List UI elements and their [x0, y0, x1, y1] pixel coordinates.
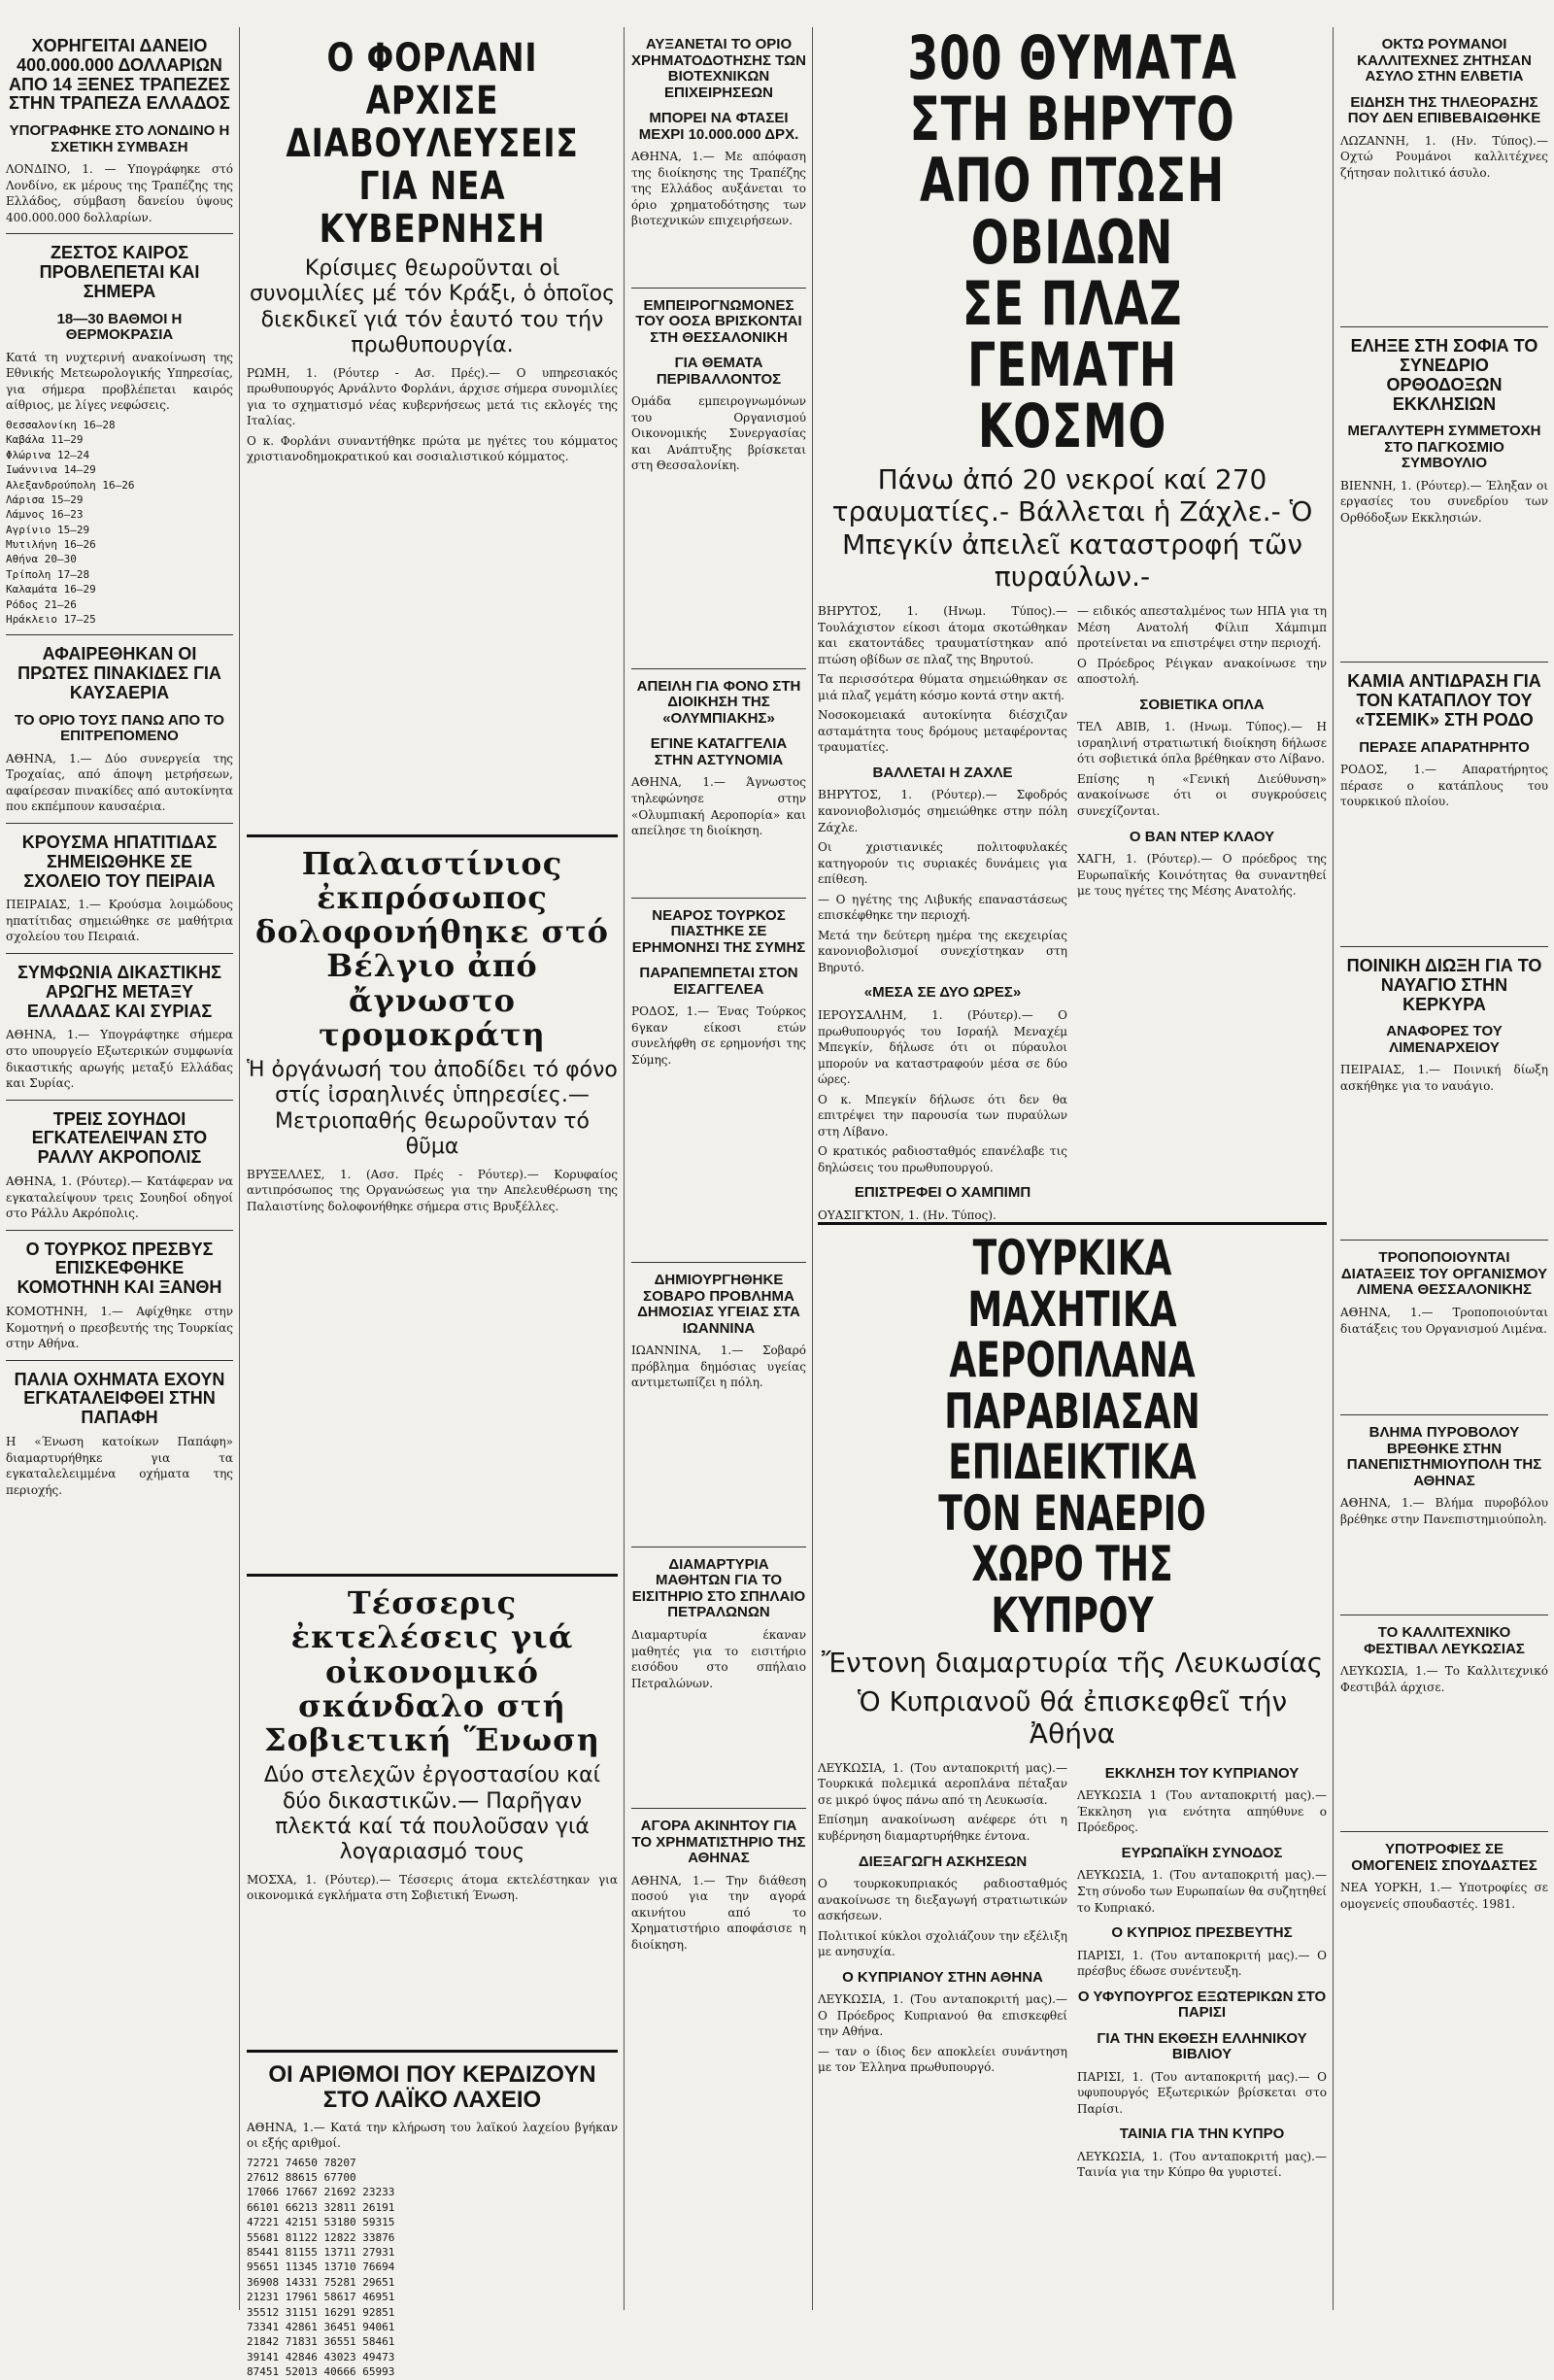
divider	[631, 668, 806, 669]
temperature-row: Αγρίνιο 15—29	[6, 523, 90, 536]
article-text: Ο τουρκοκυπριακός ραδιοσταθμός ανακοίνωσε τη διεξαγωγή στρατιωτικών ασκήσεων.	[818, 1877, 1067, 1923]
article-text: ΡΟΔΟΣ, 1.— Απαρατήρητος πέρασε ο κατάπλους του τουρκικού πλοίου.	[1340, 763, 1548, 809]
article-text: ΒΗΡΥΤΟΣ, 1. (Ρόυτερ).— Σφοδρός κανονιοβολισμός σημειώθηκε στην πόλη Ζάχλε.	[818, 788, 1067, 834]
headline: Παλαιστίνιος ἐκπρόσωπος δολοφονήθηκε στό Βέλγιο ἀπό ἄγνωστο τρομοκράτη	[255, 844, 609, 1053]
article-text: ΠΑΡΙΣΙ, 1. (Του ανταποκριτή μας).— Ο υφυπουργός Εξωτερικών βρίσκεται στο Παρίσι.	[1077, 2069, 1327, 2116]
deck: Δύο στελεχῶν ἐργοστασίου καί δύο δικαστικῶν.— Παρῆγαν πλεκτά καί τά πουλοῦσαν γιά λογαριασμό τους	[263, 1763, 601, 1865]
headline: ΥΠΟΤΡΟΦΙΕΣ ΣΕ ΟΜΟΓΕΝΕΙΣ ΣΠΟΥΔΑΣΤΕΣ	[1351, 1841, 1537, 1874]
headline: ΟΙ ΑΡΙΘΜΟΙ ΠΟΥ ΚΕΡΔΙΖΟΥΝ ΣΤΟ ΛΑΪΚΟ ΛΑΧΕΙΟ	[268, 2060, 596, 2114]
subheadline: ΕΓΙΝΕ ΚΑΤΑΓΓΕΛΙΑ ΣΤΗΝ ΑΣΤΥΝΟΜΙΑ	[650, 735, 788, 768]
subheadline: ΠΑΡΑΠΕΜΠΕΤΑΙ ΣΤΟΝ ΕΙΣΑΓΓΕΛΕΑ	[639, 965, 798, 998]
section-subhead: Ο ΚΥΠΡΙΟΣ ΠΡΕΣΒΕΥΤΗΣ	[1111, 1924, 1293, 1942]
column-rule	[1333, 27, 1334, 2310]
headline: ΚΑΜΙΑ ΑΝΤΙΔΡΑΣΗ ΓΙΑ ΤΟΝ ΚΑΤΑΠΛΟΥ ΤΟΥ «ΤΣΕΜΙΚ» ΣΤΗ ΡΟΔΟ	[1347, 671, 1541, 731]
divider	[1340, 1240, 1548, 1241]
article-text: ΛΕΥΚΩΣΙΑ, 1. (Του ανταποκριτή μας).— Ταινία για την Κύπρο θα γυριστεί.	[1077, 2149, 1327, 2180]
headline: ΝΕΑΡΟΣ ΤΟΥΡΚΟΣ ΠΙΑΣΤΗΚΕ ΣΕ ΕΡΗΜΟΝΗΣΙ ΤΗΣ ΣΥΜΗΣ	[631, 906, 806, 956]
article-text: ΑΘΗΝΑ, 1. (Ρόυτερ).— Κατάφεραν να εγκαταλείψουν τρεις Σουηδοί οδηγοί στο Ράλλυ Ακρόπολις.	[6, 1174, 233, 1221]
temperature-row: Καβάλα 11—29	[6, 433, 84, 447]
article-text: ΑΘΗΝΑ, 1.— Την διάθεση ποσού για την αγορά ακινήτου από το Χρηματιστήριο αποφάσισε η διοίκηση.	[631, 1873, 806, 1952]
temperature-row: Ηράκλειο 17—25	[6, 613, 96, 627]
headline: Ο ΤΟΥΡΚΟΣ ΠΡΕΣΒΥΣ ΕΠΙΣΚΕΦΘΗΚΕ ΚΟΜΟΤΗΝΗ ΚΑΙ ΞΑΝΘΗ	[17, 1239, 222, 1298]
lead-headline-line: ΣΕ ΠΛΑΖ ΓΕΜΑΤΗ ΚΟΣΜΟ	[962, 267, 1183, 462]
article-text: ΠΑΡΙΣΙ, 1. (Του ανταποκριτή μας).— Ο πρέσβυς έδωσε συνέντευξη.	[1077, 1948, 1327, 1979]
article-text: Νοσοκομειακά αυτοκίνητα διέσχιζαν ασταμάτητα τους δρόμους μεταφέροντας τραυματίες.	[818, 708, 1067, 755]
divider	[631, 1808, 806, 1809]
lead-body	[818, 599, 1327, 1227]
divider	[247, 834, 618, 837]
lottery-numbers	[247, 2156, 618, 2380]
headline: ΔΙΑΜΑΡΤΥΡΙΑ ΜΑΘΗΤΩΝ ΓΙΑ ΤΟ ΕΙΣΙΤΗΡΙΟ ΣΤΟ ΣΠΗΛΑΙΟ ΠΕΤΡΑΛΩΝΩΝ	[631, 1555, 806, 1621]
lottery-row: 35512 31151 16291 92851	[247, 2305, 395, 2319]
subheadline: ΜΠΟΡΕΙ ΝΑ ΦΤΑΣΕΙ ΜΕΧΡΙ 10.000.000 ΔΡΧ.	[638, 110, 799, 143]
article-text: ΠΕΙΡΑΙΑΣ, 1.— Κρούσμα λοιμώδους ηπατίτιδας σημειώθηκε σε μαθήτρια σχολείου του Πειραιά.	[6, 898, 233, 944]
divider	[6, 233, 233, 234]
headline: ΚΡΟΥΣΜΑ ΗΠΑΤΙΤΙΔΑΣ ΣΗΜΕΙΩΘΗΚΕ ΣΕ ΣΧΟΛΕΙΟ ΤΟΥ ΠΕΙΡΑΙΑ	[21, 833, 218, 891]
headline: ΤΟ ΚΑΛΛΙΤΕΧΝΙΚΟ ΦΕΣΤΙΒΑΛ ΛΕΥΚΩΣΙΑΣ	[1364, 1624, 1525, 1657]
article-text: Κατά τη νυχτερινή ανακοίνωση της Εθνικής Μετεωρολογικής Υπηρεσίας, για σήμερα προβλέπεται καιρός αίθριος, με λίγες νεφώσεις.	[6, 350, 233, 413]
section-subhead: «ΜΕΣΑ ΣΕ ΔΥΟ ΩΡΕΣ»	[863, 984, 1022, 1002]
article-text: ΛΕΥΚΩΣΙΑ 1 (Του ανταποκριτή μας).— Έκκληση για ενότητα απηύθυνε ο Πρόεδρος.	[1077, 1788, 1327, 1835]
subheadline: ΓΙΑ ΘΕΜΑΤΑ ΠΕΡΙΒΑΛΛΟΝΤΟΣ	[656, 355, 782, 388]
section-subhead: ΕΚΚΛΗΣΗ ΤΟΥ ΚΥΠΡΙΑΝΟΥ	[1104, 1764, 1300, 1782]
article-text: Επίσης η «Γενική Διεύθυνση» ανακοίνωσε ότι οι συγκρούσεις συνεχίζονται.	[1077, 771, 1327, 818]
column-rule	[239, 27, 240, 2310]
subheadline: ΑΝΑΦΟΡΕΣ ΤΟΥ ΛΙΜΕΝΑΡΧΕΙΟΥ	[1386, 1023, 1503, 1056]
temperature-row: Αθήνα 20—30	[6, 553, 77, 566]
deck: Κρίσιμες θεωροῦνται οἱ συνομιλίες μέ τόν Κράξι, ὁ ὁποῖος διεκδικεῖ γιά τόν ἑαυτό του τήν πρωθυπουργία.	[249, 256, 616, 358]
divider	[6, 823, 233, 824]
article-text: — ειδικός απεσταλμένος των ΗΠΑ για τη Μέση Ανατολή Φίλιπ Χάμπιμπ προτείνεται να επιστρέψει στην περιοχή.	[1077, 604, 1327, 651]
headline: ΕΛΗΞΕ ΣΤΗ ΣΟΦΙΑ ΤΟ ΣΥΝΕΔΡΙΟ ΟΡΘΟΔΟΞΩΝ ΕΚΚΛΗΣΙΩΝ	[1350, 336, 1538, 414]
lead-column-left	[818, 599, 1067, 1227]
column-6	[1340, 27, 1548, 2320]
article-text: ΑΘΗΝΑ, 1.— Υπογράφτηκε σήμερα στο υπουργείο Εξωτερικών συμφωνία δικαστικής αρωγής μεταξύ Ελλάδας και Συρίας.	[6, 1028, 233, 1091]
temperature-row: Λάμνος 16—23	[6, 508, 84, 522]
temperature-row: Καλαμάτα 16—29	[6, 583, 96, 596]
column-rule	[812, 27, 813, 2310]
column-2	[247, 27, 618, 2379]
lottery-row: 21842 71831 36551 58461	[247, 2335, 395, 2349]
headline: ΤΡΟΠΟΠΟΙΟΥΝΤΑΙ ΔΙΑΤΑΞΕΙΣ ΤΟΥ ΟΡΓΑΝΙΣΜΟΥ ΛΙΜΕΝΑ ΘΕΣΣΑΛΟΝΙΚΗΣ	[1340, 1249, 1548, 1299]
lottery-row: 55681 81122 12822 33876	[247, 2230, 395, 2244]
subheadline: 18—30 ΒΑΘΜΟΙ Η ΘΕΡΜΟΚΡΑΣΙΑ	[56, 310, 183, 344]
temperature-row: Ρόδος 21—26	[6, 597, 77, 611]
article-text: ΙΩΑΝΝΙΝΑ, 1.— Σοβαρό πρόβλημα δημόσιας υγείας αντιμετωπίζει η πόλη.	[631, 1343, 806, 1390]
article-text: ΧΑΓΗ, 1. (Ρόυτερ).— Ο πρόεδρος της Ευρωπαϊκής Κοινότητας θα συναντηθεί με τους ηγέτες της Μέσης Ανατολής.	[1077, 852, 1327, 899]
headline: ΧΟΡΗΓΕΙΤΑΙ ΔΑΝΕΙΟ 400.000.000 ΔΟΛΛΑΡΙΩΝ ΑΠΟ 14 ΞΕΝΕΣ ΤΡΑΠΕΖΕΣ ΣΤΗΝ ΤΡΑΠΕΖΑ ΕΛΛΑΔΟΣ	[9, 36, 230, 114]
article-text: ΡΟΔΟΣ, 1.— Ένας Τούρκος 6γκαν είκοσι ετών συνελήφθη σε ερημονήσι της Σύμης.	[631, 1004, 806, 1067]
temperature-row: Μυτιλήνη 16—26	[6, 538, 96, 552]
temperature-list	[6, 418, 233, 627]
article-text: ΟΥΑΣΙΓΚΤΟΝ, 1. (Ην. Τύπος).	[818, 1207, 997, 1222]
headline: Τέσσερις ἐκτελέσεις γιά οἰκονομικό σκάνδαλο στή Σοβιετική Ἕνωση	[264, 1584, 600, 1758]
cyprus-headline-line: ΠΑΡΑΒΙΑΣΑΝ ΕΠΙΔΕΙΚΤΙΚΑ	[944, 1382, 1200, 1490]
article-text: Επίσημη ανακοίνωση ανέφερε ότι η κυβέρνηση διαμαρτυρήθηκε έντονα.	[818, 1813, 1067, 1843]
lead-story	[818, 22, 1327, 1222]
section-subhead: ΒΑΛΛΕΤΑΙ Η ΖΑΧΛΕ	[872, 764, 1013, 781]
section-subhead: Ο ΒΑΝ ΝΤΕΡ ΚΛΑΟΥ	[1129, 828, 1275, 845]
article-text: ΒΗΡΥΤΟΣ, 1. (Ηνωμ. Τύπος).— Τουλάχιστον είκοσι άτομα σκοτώθηκαν και εκατοντάδες τραυματίστηκαν από πτώση οβίδων σε πλαζ της Βηρυτού.	[818, 604, 1067, 666]
lead-headline-line: 300 ΘΥΜΑΤΑ ΣΤΗ ΒΗΡΥΤΟ	[907, 22, 1237, 155]
lead-column-right	[1077, 599, 1327, 1227]
cyprus-story	[818, 1214, 1327, 2320]
divider	[631, 1262, 806, 1263]
headline: ΤΡΕΙΣ ΣΟΥΗΔΟΙ ΕΓΚΑΤΕΛΕΙΨΑΝ ΣΤΟ ΡΑΛΛΥ ΑΚΡΟΠΟΛΙΣ	[31, 1108, 208, 1168]
lottery-row: 36908 14331 75281 29651	[247, 2275, 395, 2289]
article-text: Μετά την δεύτερη ημέρα της εκεχειρίας κανονιοβολισμοί συνεχίστηκαν στη Βηρυτό.	[818, 928, 1067, 974]
divider	[818, 1222, 1327, 1225]
temperature-row: Φλώρινα 12—24	[6, 448, 90, 461]
divider	[6, 1100, 233, 1101]
article-text: ΑΘΗΝΑ, 1.— Κατά την κλήρωση του λαϊκού λαχείου βγήκαν οι εξής αριθμοί.	[247, 2120, 618, 2151]
article-text: Ο κρατικός ραδιοσταθμός επανέλαβε τις δηλώσεις του πρωθυπουργού.	[818, 1144, 1067, 1174]
lottery-row: 95651 11345 13710 76694	[247, 2261, 395, 2274]
article-text: — Ο ηγέτης της Λιβυκής επαναστάσεως επισκέφθηκε την περιοχή.	[818, 892, 1067, 923]
section-subhead: ΕΠΙΣΤΡΕΦΕΙ Ο ΧΑΜΠΙΜΠ	[854, 1184, 1031, 1202]
article-text: ΑΘΗΝΑ, 1.— Τροποποιούνται διατάξεις του Οργανισμού Λιμένα.	[1340, 1305, 1548, 1336]
subheadline: ΤΟ ΟΡΙΟ ΤΟΥΣ ΠΑΝΩ ΑΠΟ ΤΟ ΕΠΙΤΡΕΠΟΜΕΝΟ	[15, 711, 224, 745]
article-text: Ο κ. Μπεγκίν δήλωσε ότι δεν θα επιτρέψει την παρουσία των πυραύλων στη Λίβανο.	[818, 1092, 1067, 1139]
divider	[1340, 662, 1548, 663]
article-text: ΛΕΥΚΩΣΙΑ, 1. (Του ανταποκριτή μας).— Στη σύνοδο των Ευρωπαίων θα συζητηθεί το Κυπριακό.	[1077, 1868, 1327, 1915]
lottery-row: 27612 88615 67700	[247, 2171, 356, 2185]
section-subhead: ΣΟΒΙΕΤΙΚΑ ΟΠΛΑ	[1139, 696, 1265, 713]
temperature-row: Αλεξανδρούπολη 16—26	[6, 478, 135, 492]
temperature-row: Τρίπολη 17—28	[6, 567, 90, 581]
divider	[1340, 1414, 1548, 1415]
lottery-row: 21231 17961 58617 46951	[247, 2291, 395, 2304]
headline: ΒΛΗΜΑ ΠΥΡΟΒΟΛΟΥ ΒΡΕΘΗΚΕ ΣΤΗΝ ΠΑΝΕΠΙΣΤΗΜΙΟΥΠΟΛΗ ΤΗΣ ΑΘΗΝΑΣ	[1346, 1424, 1542, 1489]
article-text: ΑΘΗΝΑ, 1.— Με απόφαση της διοίκησης της Τραπέζης της Ελλάδος αυξάνεται το όριο χρηματοδότησης των βιοτεχνικών επιχειρήσεων.	[631, 150, 806, 228]
section-subhead: ΕΥΡΩΠΑΪΚΗ ΣΥΝΟΔΟΣ	[1121, 1844, 1283, 1861]
divider	[6, 1230, 233, 1231]
article-text: ΠΕΙΡΑΙΑΣ, 1.— Ποινική δίωξη ασκήθηκε για το ναυάγιο.	[1340, 1063, 1548, 1093]
article-text: ΝΕΑ ΥΟΡΚΗ, 1.— Υποτροφίες σε ομογενείς σπουδαστές. 1981.	[1340, 1881, 1548, 1911]
article-text: ΙΕΡΟΥΣΑΛΗΜ, 1. (Ρόυτερ).— Ο πρωθυπουργός του Ισραήλ Μεναχέμ Μπεγκίν, δήλωσε ότι οι πύραυλοι μπορούν να καταστραφούν μέσα σε δύο ώρες.	[818, 1007, 1067, 1087]
article-text: Η «Ένωση κατοίκων Παπάφη» διαμαρτυρήθηκε για τα εγκαταλελειμμένα οχήματα της περιοχής.	[6, 1435, 233, 1497]
section-subhead: Ο ΚΥΠΡΙΑΝΟΥ ΣΤΗΝ ΑΘΗΝΑ	[842, 1968, 1043, 1986]
subheadline: ΕΙΔΗΣΗ ΤΗΣ ΤΗΛΕΟΡΑΣΗΣ ΠΟΥ ΔΕΝ ΕΠΙΒΕΒΑΙΩΘΗΚΕ	[1347, 93, 1541, 126]
temperature-row: Λάρισα 15—29	[6, 493, 84, 506]
article-text: ΛΕΥΚΩΣΙΑ, 1. (Του ανταποκριτή μας).— Ο Πρόεδρος Κυπριανού θα επισκεφθεί την Αθήνα.	[818, 1992, 1067, 2039]
article-text: ΜΟΣΧΑ, 1. (Ρόυτερ).— Τέσσερις άτομα εκτελέστηκαν για οικονομικά εγκλήματα στη Σοβιετική Ένωση.	[247, 1872, 618, 1903]
article-text: Ο Πρόεδρος Ρέιγκαν ανακοίνωσε την αποστολή.	[1077, 656, 1327, 687]
article-text: ΛΕΥΚΩΣΙΑ, 1. (Του ανταποκριτή μας).— Τουρκικά πολεμικά αεροπλάνα πέταξαν σε μικρό ύψος πάνω από τη Λευκωσία.	[818, 1760, 1067, 1807]
divider	[6, 634, 233, 635]
column-3	[631, 27, 806, 2320]
article-text: ΡΩΜΗ, 1. (Ρόυτερ - Ασ. Πρές).— Ο υπηρεσιακός πρωθυπουργός Αρνάλντο Φορλάνι, άρχισε σήμερα συνομιλίες για το σχηματισμό νέας κυβερνήσεως μετά τις εκλογές της Ιταλίας.	[247, 365, 618, 428]
lottery-row: 17066 17667 21692 23233	[247, 2186, 395, 2199]
lottery-row: 66101 66213 32811 26191	[247, 2200, 395, 2214]
column-rule	[624, 27, 625, 2310]
lottery-row: 85441 81155 13711 27931	[247, 2245, 395, 2259]
subheadline: ΠΕΡΑΣΕ ΑΠΑΡΑΤΗΡΗΤΟ	[1359, 738, 1530, 756]
cyprus-body	[818, 1756, 1327, 2185]
cyprus-column-right	[1077, 1756, 1327, 2185]
headline: ΖΕΣΤΟΣ ΚΑΙΡΟΣ ΠΡΟΒΛΕΠΕΤΑΙ ΚΑΙ ΣΗΜΕΡΑ	[39, 243, 200, 301]
divider	[247, 2050, 618, 2053]
article-text: Ομάδα εμπειρογνωμόνων του Οργανισμού Οικονομικής Συνεργασίας και Ανάπτυξης βρίσκεται στη Θεσσαλονίκη.	[631, 394, 806, 473]
lottery-row: 87451 52013 40666 65993	[247, 2365, 395, 2379]
cyprus-headline-line: ΤΟΝ ΕΝΑΕΡΙΟ ΧΩΡΟ ΤΗΣ ΚΥΠΡΟΥ	[938, 1484, 1206, 1644]
divider	[631, 898, 806, 899]
divider	[6, 1360, 233, 1361]
lottery-row: 39141 42846 43023 49473	[247, 2350, 395, 2363]
cyprus-column-left	[818, 1756, 1067, 2185]
article-text: ΛΕΥΚΩΣΙΑ, 1.— Το Καλλιτεχνικό Φεστιβάλ άρχισε.	[1340, 1664, 1548, 1694]
article-text: ΑΘΗΝΑ, 1.— Άγνωστος τηλεφώνησε στην «Ολυμπιακή Αεροπορία» και απείλησε τη διοίκηση.	[631, 775, 806, 838]
section-subhead: ΤΑΙΝΙΑ ΓΙΑ ΤΗΝ ΚΥΠΡΟ	[1119, 2125, 1285, 2143]
article-text: Διαμαρτυρία έκαναν μαθητές για το εισιτήριο εισόδου στο σπήλαιο Πετραλώνων.	[631, 1627, 806, 1690]
headline: ΣΥΜΦΩΝΙΑ ΔΙΚΑΣΤΙΚΗΣ ΑΡΩΓΗΣ ΜΕΤΑΞΥ ΕΛΛΑΔΑΣ ΚΑΙ ΣΥΡΙΑΣ	[17, 963, 221, 1021]
article-text: ΛΩΖΑΝΝΗ, 1. (Ην. Τύπος).— Οχτώ Ρουμάνοι καλλιτέχνες ζήτησαν πολιτικό άσυλο.	[1340, 133, 1548, 180]
headline: ΠΑΛΙΑ ΟΧΗΜΑΤΑ ΕΧΟΥΝ ΕΓΚΑΤΑΛΕΙΦΘΕΙ ΣΤΗΝ ΠΑΠΑΦΗ	[14, 1369, 225, 1428]
subheadline: ΥΠΟΓΡΑΦΗΚΕ ΣΤΟ ΛΟΝΔΙΝΟ Η ΣΧΕΤΙΚΗ ΣΥΜΒΑΣΗ	[9, 122, 230, 155]
divider	[631, 288, 806, 289]
article-text: ΑΘΗΝΑ, 1.— Βλήμα πυροβόλου βρέθηκε στην Πανεπιστημιούπολη.	[1340, 1496, 1548, 1526]
headline: ΟΚΤΩ ΡΟΥΜΑΝΟΙ ΚΑΛΛΙΤΕΧΝΕΣ ΖΗΤΗΣΑΝ ΑΣΥΛΟ ΣΤΗΝ ΕΛΒΕΤΙΑ	[1357, 36, 1532, 85]
headline: ΑΓΟΡΑ ΑΚΙΝΗΤΟΥ ΓΙΑ ΤΟ ΧΡΗΜΑΤΙΣΤΗΡΙΟ ΤΗΣ ΑΘΗΝΑΣ	[631, 1818, 806, 1867]
lottery-row: 47221 42151 53180 59315	[247, 2216, 395, 2229]
divider	[1340, 1831, 1548, 1832]
temperature-row: Θεσσαλονίκη 16—28	[6, 418, 116, 431]
cyprus-deck: Ἔντονη διαμαρτυρία τῆς Λευκωσίας	[821, 1647, 1324, 1679]
divider	[1340, 326, 1548, 327]
headline: ΔΗΜΙΟΥΡΓΗΘΗΚΕ ΣΟΒΑΡΟ ΠΡΟΒΛΗΜΑ ΔΗΜΟΣΙΑΣ ΥΓΕΙΑΣ ΣΤΑ ΙΩΑΝΝΙΝΑ	[637, 1272, 800, 1337]
column-1	[6, 27, 233, 2320]
cyprus-headline-line: ΤΟΥΡΚΙΚΑ ΜΑΧΗΤΙΚΑ ΑΕΡΟΠΛΑΝΑ	[949, 1230, 1196, 1388]
article-text: ΚΟΜΟΤΗΝΗ, 1.— Αφίχθηκε στην Κομοτηνή ο πρεσβευτής της Τουρκίας στην Αθήνα.	[6, 1305, 233, 1351]
article-text: ΑΘΗΝΑ, 1.— Δύο συνεργεία της Τροχαίας, από άποψη μετρήσεων, αφαίρεσαν πινακίδες από αυτοκίνητα που εκπέμπουν καυσαέρια.	[6, 751, 233, 814]
temperature-row: Ιωάννινα 14—29	[6, 463, 96, 477]
article-text: ΤΕΛ ΑΒΙΒ, 1. (Ηνωμ. Τύπος).— Η ισραηλινή στρατιωτική διοίκηση δήλωσε ότι σοβιετικά όπλα βρέθηκαν στο Λίβανο.	[1077, 720, 1327, 766]
lead-deck: Πάνω ἀπό 20 νεκροί καί 270 τραυματίες.- Βάλλεται ἡ Ζάχλε.- Ὁ Μπεγκίν ἀπειλεῖ καταστροφή τῶν πυραύλων.-	[831, 462, 1313, 594]
article-text: Οι χριστιανικές πολιτοφυλακές κατηγορούν τις συριακές δυνάμεις για επίθεση.	[818, 840, 1067, 887]
headline: ΑΦΑΙΡΕΘΗΚΑΝ ΟΙ ΠΡΩΤΕΣ ΠΙΝΑΚΙΔΕΣ ΓΙΑ ΚΑΥΣΑΕΡΙΑ	[17, 644, 221, 703]
section-subhead: Ο ΥΦΥΠΟΥΡΓΟΣ ΕΞΩΤΕΡΙΚΩΝ ΣΤΟ ΠΑΡΙΣΙ	[1077, 1988, 1327, 2022]
headline: ΑΥΞΑΝΕΤΑΙ ΤΟ ΟΡΙΟ ΧΡΗΜΑΤΟΔΟΤΗΣΗΣ ΤΩΝ ΒΙΟΤΕΧΝΙΚΩΝ ΕΠΙΧΕΙΡΗΣΕΩΝ	[631, 36, 806, 101]
headline: ΑΠΕΙΛΗ ΓΙΑ ΦΟΝΟ ΣΤΗ ΔΙΟΙΚΗΣΗ ΤΗΣ «ΟΛΥΜΠΙΑΚΗΣ»	[636, 677, 801, 727]
divider	[6, 953, 233, 954]
headline: Ο ΦΟΡΛΑΝΙ ΑΡΧΙΣΕ ΔΙΑΒΟΥΛΕΥΣΕΙΣ ΓΙΑ ΝΕΑ ΚΥΒΕΡΝΗΣΗ	[286, 36, 579, 252]
lottery-row: 72721 74650 78207	[247, 2156, 356, 2169]
article-text: — ταν ο ίδιος δεν αποκλείει συνάντηση με τον Έλληνα πρωθυπουργό.	[818, 2044, 1067, 2075]
section-subhead: ΓΙΑ ΤΗΝ ΕΚΘΕΣΗ ΕΛΛΗΝΙΚΟΥ ΒΙΒΛΙΟΥ	[1097, 2029, 1307, 2063]
section-subhead: ΔΙΕΞΑΓΩΓΗ ΑΣΚΗΣΕΩΝ	[858, 1853, 1028, 1870]
lottery-row: 73341 42861 36451 94061	[247, 2320, 395, 2333]
headline: ΠΟΙΝΙΚΗ ΔΙΩΞΗ ΓΙΑ ΤΟ ΝΑΥΑΓΙΟ ΣΤΗΝ ΚΕΡΚΥΡΑ	[1346, 956, 1542, 1014]
article-text: Ο κ. Φορλάνι συναντήθηκε πρώτα με ηγέτες του κόμματος χριστιανοδημοκρατικού και σοσιαλιστικού κόμματος.	[247, 433, 618, 464]
article-text: ΛΟΝΔΙΝΟ, 1. — Υπογράφηκε στό Λονδίνο, εκ μέρους της Τραπέζης της Ελλάδος, σύμβαση δανείου ύψους 400.000.000 δολλαρίων.	[6, 162, 233, 224]
article-text: Τα περισσότερα θύματα σημειώθηκαν σε μιά πλαζ γεμάτη κόσμο κοντά στην ακτή.	[818, 672, 1067, 702]
divider	[1340, 946, 1548, 947]
subheadline: ΜΕΓΑΛΥΤΕΡΗ ΣΥΜΜΕΤΟΧΗ ΣΤΟ ΠΑΓΚΟΣΜΙΟ ΣΥΜΒΟΥΛΙΟ	[1347, 423, 1541, 472]
divider	[247, 1574, 618, 1577]
article-text: ΒΙΕΝΝΗ, 1. (Ρόυτερ).— Έληξαν οι εργασίες του συνεδρίου των Ορθόδοξων Εκκλησιών.	[1340, 478, 1548, 525]
cyprus-deck: Ὁ Κυπριανοῦ θά ἐπισκεφθεῖ τήν Ἀθήνα	[857, 1684, 1288, 1751]
article-text: ΒΡΥΞΕΛΛΕΣ, 1. (Ασσ. Πρές - Ρόυτερ).— Κορυφαίος αντιπρόσωπος της Οργανώσεως για την Απελευθέρωση της Παλαιστίνης δολοφονήθηκε σήμερα στις Βρυξέλλες.	[247, 1167, 618, 1213]
headline: ΕΜΠΕΙΡΟΓΝΩΜΟΝΕΣ ΤΟΥ ΟΟΣΑ ΒΡΙΣΚΟΝΤΑΙ ΣΤΗ ΘΕΣΣΑΛΟΝΙΚΗ	[635, 296, 802, 346]
article-text: Πολιτικοί κύκλοι σχολιάζουν την εξέλιξη με ανησυχία.	[818, 1928, 1067, 1959]
deck: Ἡ ὀργάνωσή του ἀποδίδει τό φόνο στίς ἰσραηλινές ὑπηρεσίες.— Μετριοπαθής θεωροῦνταν τό θῦμα	[247, 1057, 618, 1160]
lead-headline-line: ΑΠΟ ΠΤΩΣΗ ΟΒΙΔΩΝ	[920, 145, 1225, 278]
